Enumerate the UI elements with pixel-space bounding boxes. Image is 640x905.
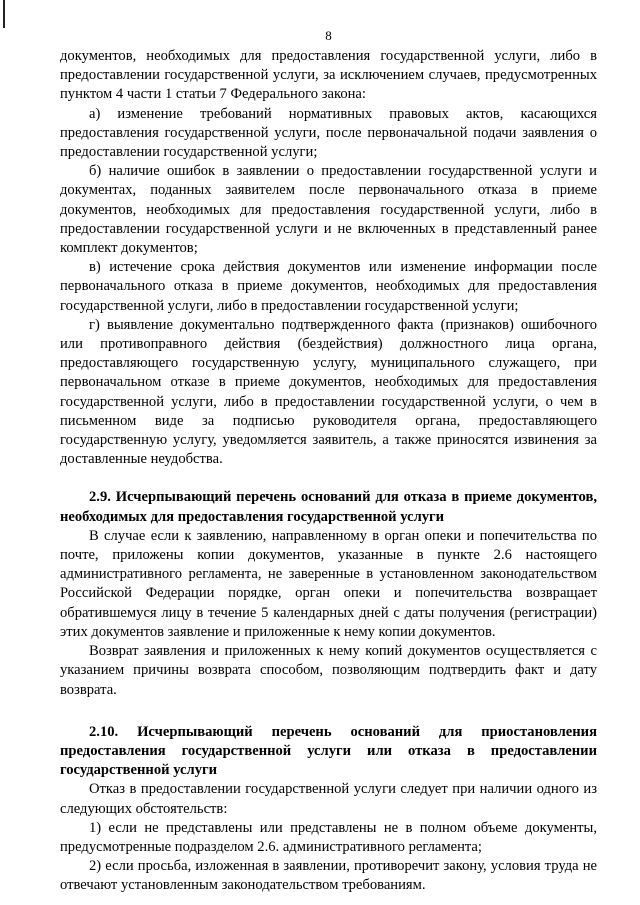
paragraph-item-v: в) истечение срока действия документов или изменение информации после первоначального отказа в приеме документов, необходимых для предоставления государственной услуги, либо в предоставлении государственной услуги;: [60, 259, 597, 314]
section-heading-2-10: 2.10. Исчерпывающий перечень оснований для приостановления предоставления государственной услуги или отказа в предоставлении государственной услуги: [60, 723, 597, 779]
paragraph-item-g: г) выявление документально подтвержденного факта (признаков) ошибочного или противоправного действия (бездействия) должностного лица органа, предоставляющего государственную услугу, муниципального служащего, при первоначальном отказе в приеме документов, необходимых для предоставления государственной услуги, либо в предоставлении государственной услуги, о чем в письменном виде за подписью руководителя органа, предоставляющего государственную услугу, уведомляется заявитель, а также приносятся извинения за доставленные неудобства.: [60, 316, 597, 468]
paragraph-2-10-intro: Отказ в предоставлении государственной услуги следует при наличии одного из следующих обстоятельств:: [60, 781, 597, 817]
paragraph-2-9-method: Возврат заявления и приложенных к нему копий документов осуществляется с указанием причины возврата способом, позволяющим подтвердить факт и дату возврата.: [60, 643, 597, 698]
paragraph-2-9-return: В случае если к заявлению, направленному в орган опеки и попечительства по почте, приложены копии документов, указанные в пункте 2.6 настоящего административного регламента, не заверенные в установленном законодательством Российской Федерации порядке, орган опеки и попечительства возвращает обратившемуся лицу в течение 5 календарных дней с даты получения (регистрации) этих документов заявление и приложенные к нему копии документов.: [60, 527, 597, 640]
paragraph-2-10-item-2: 2) если просьба, изложенная в заявлении, противоречит закону, условия труда не отвечают установленным законодательством требованиям.: [60, 858, 597, 894]
paragraph-continuation: документов, необходимых для предоставления государственной услуги, либо в предоставлении государственной услуги, за исключением случаев, предусмотренных пунктом 4 части 1 статьи 7 Федерального закона:: [60, 48, 597, 103]
section-heading-2-9: 2.9. Исчерпывающий перечень оснований для отказа в приеме документов, необходимых для предоставления государственной услуги: [60, 489, 597, 525]
page-number: 8: [325, 28, 332, 43]
paragraph-2-10-item-1: 1) если не представлены или представлены не в полном объеме документы, предусмотренные подразделом 2.6. административного регламента;: [60, 819, 597, 855]
paragraph-item-b: б) наличие ошибок в заявлении о предоставлении государственной услуги и документах, поданных заявителем после первоначального отказа в приеме документов, необходимых для предоставления государственной услуги, либо в предоставлении государственной услуги и не включенных в представленный ранее комплект документов;: [60, 163, 597, 257]
left-edge-rule: [3, 0, 5, 28]
document-page: [60, 28, 597, 896]
paragraph-item-a: а) изменение требований нормативных правовых актов, касающихся предоставления государственной услуги, после первоначальной подачи заявления о предоставлении государственной услуги;: [60, 105, 597, 161]
